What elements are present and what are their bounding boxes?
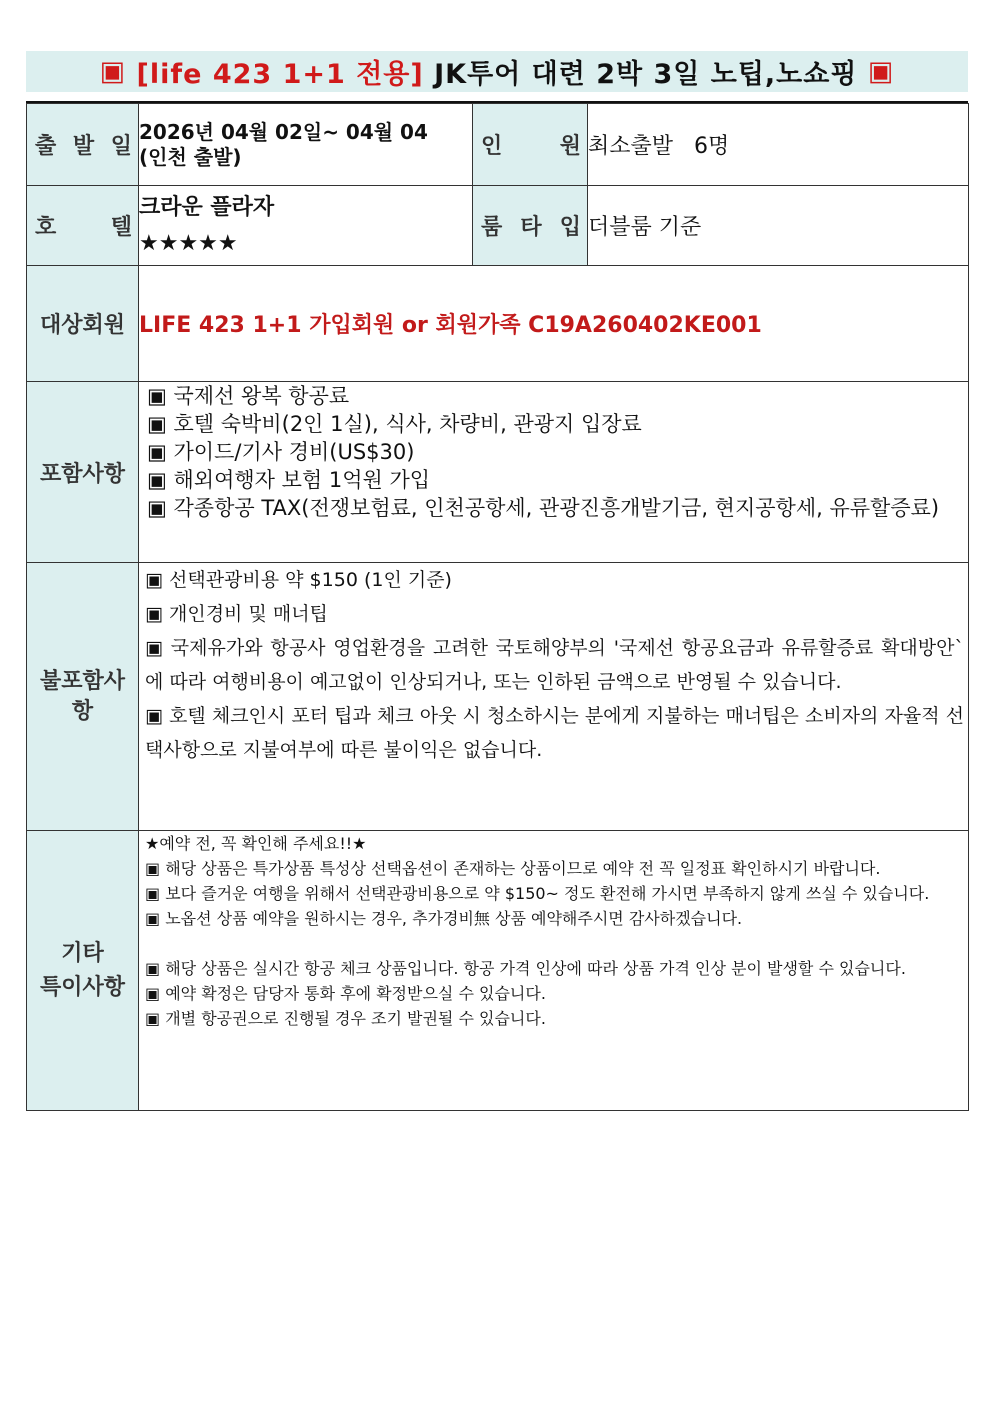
label-notes-line2: 특이사항 <box>39 974 125 1000</box>
departure-dates: 2026년 04월 02일~ 04월 04 <box>139 119 428 144</box>
included-item: ▣ 가이드/기사 경비(US$30) <box>147 440 415 464</box>
row-excluded <box>27 563 969 831</box>
notes-item: ▣ 해당 상품은 실시간 항공 체크 상품입니다. 항공 가격 인상에 따라 상품 가격 인상 분이 발생할 수 있습니다. <box>145 959 906 978</box>
excluded-item: ▣ 호텔 체크인시 포터 팁과 체크 아웃 시 청소하시는 분에게 지불하는 매너팁은 소비자의 자율적 선택사항으로 지불여부에 따른 불이익은 없습니다. <box>145 705 964 761</box>
included-item: ▣ 각종항공 TAX(전쟁보험료, 인천공항세, 관광진흥개발기금, 현지공항세, 유류할증료) <box>147 496 940 520</box>
title-right-mark: ▣ <box>867 56 895 87</box>
included-item: ▣ 호텔 숙박비(2인 1실), 식사, 차량비, 관광지 입장료 <box>147 412 642 436</box>
notes-spacer <box>145 931 948 956</box>
hotel-name: 크라운 플라자 <box>139 194 275 220</box>
row-target <box>27 266 969 382</box>
included-list <box>139 382 969 563</box>
document-title <box>26 51 968 92</box>
notes-item: ▣ 해당 상품은 특가상품 특성상 선택옵션이 존재하는 상품이므로 예약 전 꼭 일정표 확인하시기 바랍니다. <box>145 859 881 878</box>
label-excluded: 불포함사 항 <box>27 563 139 831</box>
label-people: 인 원 <box>473 104 588 186</box>
row-departure <box>27 104 969 186</box>
notes-item: ▣ 예약 확정은 담당자 통화 후에 확정받으실 수 있습니다. <box>145 984 546 1003</box>
hotel-stars: ★★★★★ <box>139 230 238 256</box>
tour-info-table <box>26 103 969 1111</box>
label-hotel: 호 텔 <box>27 186 139 266</box>
title-main: JK투어 대련 2박 3일 노팁,노쇼핑 <box>434 59 858 90</box>
notes-item: ▣ 보다 즐거운 여행을 위해서 선택관광비용으로 약 $150~ 정도 환전해 가시면 부족하지 않게 쓰실 수 있습니다. <box>145 884 930 903</box>
label-room-type: 룸 타 입 <box>473 186 588 266</box>
notes-item: ▣ 노옵션 상품 예약을 원하시는 경우, 추가경비無 상품 예약해주시면 감사하겠습니다. <box>145 909 743 928</box>
label-notes-line1: 기타 <box>61 940 104 966</box>
notes-heading: ★예약 전, 꼭 확인해 주세요!!★ <box>145 834 367 853</box>
notes-item: ▣ 개별 항공권으로 진행될 경우 조기 발권될 수 있습니다. <box>145 1009 546 1028</box>
excluded-item: ▣ 국제유가와 항공사 영업환경을 고려한 국토해양부의 '국제선 항공요금과 유류할증료 확대방안`에 따라 여행비용이 예고없이 인상되거나, 또는 인하된 금액으로 반영될 수 있습니다. <box>145 637 964 693</box>
row-included <box>27 382 969 563</box>
row-hotel <box>27 186 969 266</box>
label-departure: 출 발 일 <box>27 104 139 186</box>
excluded-item: ▣ 선택관광비용 약 $150 (1인 기준) <box>145 569 452 591</box>
included-item: ▣ 해외여행자 보험 1억원 가입 <box>147 468 431 492</box>
value-people: 최소출발 6명 <box>588 104 969 186</box>
notes-list <box>139 831 969 1111</box>
value-target: LIFE 423 1+1 가입회원 or 회원가족 C19A260402KE001 <box>139 266 969 382</box>
value-hotel <box>139 186 473 266</box>
label-notes <box>27 831 139 1111</box>
value-room-type: 더블룸 기준 <box>588 186 969 266</box>
label-included: 포함사항 <box>27 382 139 563</box>
value-departure <box>139 104 473 186</box>
label-target: 대상회원 <box>27 266 139 382</box>
departure-origin: (인천 출발) <box>139 144 242 169</box>
title-tag: [life 423 1+1 전용] <box>136 59 424 90</box>
title-left-mark: ▣ <box>99 56 127 87</box>
excluded-list <box>139 563 969 831</box>
excluded-item: ▣ 개인경비 및 매너팁 <box>145 603 328 625</box>
included-item: ▣ 국제선 왕복 항공료 <box>147 384 350 408</box>
row-notes <box>27 831 969 1111</box>
